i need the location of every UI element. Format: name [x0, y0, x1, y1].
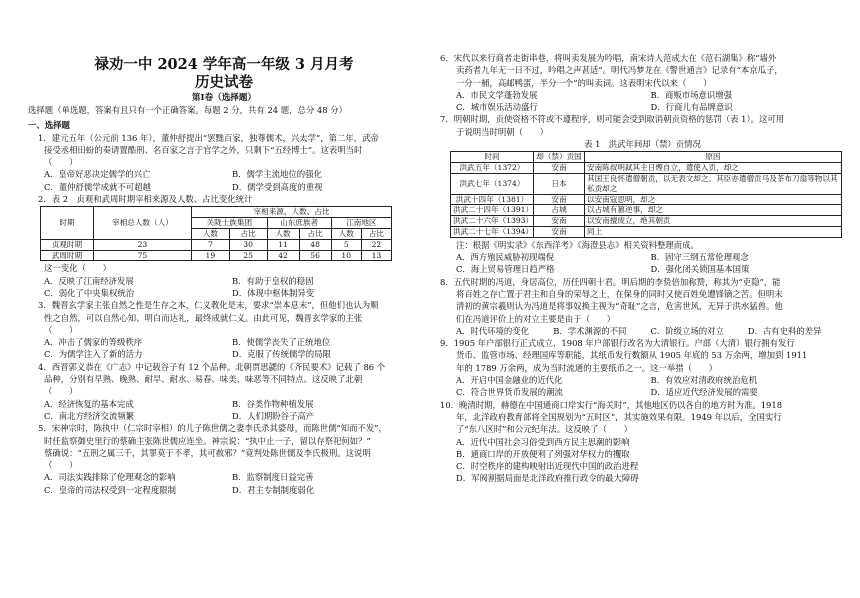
option-b[interactable]: B．使儒学丧失了正统地位 — [232, 337, 331, 348]
option-b[interactable]: B．儒学主流地位的强化 — [232, 169, 322, 180]
table-cell: 洪武二十七年（1394） — [451, 226, 534, 237]
question-10 — [440, 399, 845, 485]
question-stem: 5．宋神宗时，陈执中（仁宗时宰相）的儿子陈世儒之妻李氏杀其婆母，而陈世儒“知而不发”， — [38, 423, 387, 434]
option-d[interactable]: D．军阀割据局面是北洋政府推行政令的最大障碍 — [456, 473, 639, 484]
option-c[interactable]: C．皇帝的司法权受到一定程度限制 — [44, 484, 177, 495]
table-row — [41, 250, 392, 261]
question-prompt: 这一变化（ ） — [44, 263, 111, 274]
table-cell: 洪武七年（1374） — [451, 173, 534, 194]
table-cell: 洪武十四年（1381） — [451, 194, 534, 205]
table-cell: 日本 — [534, 173, 585, 194]
question-stem: 年的 1789 万余两，成为当时流通的主要纸币之一。这一举措（ ） — [456, 362, 718, 373]
option-d[interactable]: D．体现中枢体制异变 — [232, 287, 315, 298]
table-header-region: 江南地区 — [331, 218, 391, 229]
question-stem: （ ） — [44, 386, 78, 397]
table-note: 注：根据《明实录》《东西洋考》《海澄县志》相关资料整理而成。 — [456, 239, 699, 250]
table-cell: 安南 — [534, 226, 585, 237]
question-stem: 将百姓之存亡置于君主和自身的荣辱之上，在保身的同时又使百姓免遭锋镝之苦。但明末 — [456, 288, 783, 299]
question-stem: 年，北洋政府教育部将全国规划为“五时区”，其实施效果有限。1949 年以后，全国实行 — [456, 411, 782, 422]
table-header: 原因 — [585, 152, 842, 163]
question-8 — [440, 276, 845, 337]
table-cell: 安南 — [534, 194, 585, 205]
exam-subtitle: 历史试卷 — [195, 74, 253, 91]
question-stem: 9．1905 年户部银行正式成立，1908 年户部银行改名为大清银行。户部（大清）银行拥有发行 — [440, 338, 795, 349]
table-cell: 安南 — [534, 216, 585, 227]
table-header-total: 宰相总人数（人） — [93, 207, 191, 239]
table-subheader: 占比 — [361, 228, 391, 239]
question-stem: 4．西晋郭义恭在《广志》中记载谷子有 12 个品种。北朝贾思勰的《齐民要术》记载了 86 个 — [38, 361, 386, 372]
table-row — [451, 173, 842, 194]
question-stem: （ ） — [44, 324, 78, 335]
question-stem: 货币、监管市场、经理国库等职能，其纸币发行数额从 1905 年底的 53 万余两，增加到 1911 — [456, 350, 808, 361]
option-a[interactable]: A．司法实践排除了伦理观念的影响 — [44, 472, 176, 483]
exam-title: 禄劝一中 2024 学年高一年级 3 月月考 — [94, 56, 354, 73]
option-c[interactable]: C．董仲舒儒学成就不可超越 — [44, 181, 151, 192]
options — [440, 374, 845, 399]
question-stem: 10．晚清时期，赫德在中国通商口岸实行“海关时”，其他地区仍以各自的地方时为准。1918 — [440, 399, 783, 410]
table-row — [41, 239, 392, 250]
question-stem: （ ） — [44, 157, 78, 168]
table-cell: 其国王良怀遣僧朝贡，以无表文却之。其臣亦遣僧贡马及茶布刀扇等物以其私贡却之 — [585, 173, 842, 194]
table-caption: 表 1 洪武年间却（禁）贡情况 — [584, 139, 701, 150]
options — [28, 398, 420, 423]
option-b[interactable]: B．学术渊源的不同 — [553, 325, 627, 336]
table-cell: 占城 — [534, 205, 585, 216]
option-b[interactable]: B．固守三纲五常伦理观念 — [650, 252, 749, 263]
option-c[interactable]: C．南北方经济交流频繁 — [44, 410, 135, 421]
question-stem: 3．魏晋玄学家主张自然之性是生存之本，仁义教化是末，要求“崇本息末”，但他们也认为顺 — [38, 300, 379, 311]
question-stem: 2．表 2 贞观和武周时期宰相来源及人数、占比变化统计 — [38, 194, 253, 205]
table-subheader: 人数 — [192, 228, 230, 239]
question-stem: 1．建元五年（公元前 136 年），董仲舒提出“罢黜百家，独尊儒术，兴太学”，第二年，武帝 — [38, 132, 379, 143]
option-d[interactable]: D．克服了传统儒学的局限 — [232, 349, 331, 360]
options — [28, 471, 420, 496]
question-3 — [28, 299, 420, 360]
table-cell: 25 — [229, 250, 267, 261]
question-5 — [28, 422, 420, 496]
question-stem: 了“东八区时”和公元纪年法。这反映了（ ） — [456, 424, 633, 435]
options — [440, 89, 845, 114]
option-a[interactable]: A．西方殖民威胁初现端倪 — [456, 252, 555, 263]
question-stem: 清初的黄宗羲则认为冯道是将事奴换主视为“奇耻”之言，危害世风，无异于洪水猛兽。他 — [456, 301, 783, 312]
option-b[interactable]: B．谷类作物种植发展 — [232, 398, 314, 409]
option-c[interactable]: C．城市娱乐活动盛行 — [456, 102, 538, 113]
table-cell: 以安南寇思明，却之 — [585, 194, 842, 205]
table-header: 时间 — [451, 152, 534, 163]
question-stem: 卖药者九年无一日不过，吟唱之声甚适”。明代冯梦龙在《警世通言》记录有“本京瓜子， — [456, 65, 783, 76]
table-row — [451, 226, 842, 237]
table-header-region: 关陇士族集团 — [192, 218, 268, 229]
question-9 — [440, 337, 845, 398]
options — [28, 336, 420, 361]
option-d[interactable]: D．儒学受到高度的重视 — [232, 181, 323, 192]
option-b[interactable]: B．有效应对清政府统治危机 — [650, 375, 758, 386]
question-stem: 8．五代时期的冯道，身居高位，历任四朝十君。明后期的李贽倍加称赞，称其为“吏隐”，能 — [440, 276, 781, 287]
question-stem: 性之自然，可以自然心知、明白而达礼，最终成就仁义。由此可见，魏晋玄学家的主张 — [44, 312, 363, 323]
option-a[interactable]: A．近代中国社会习俗受到西方民主思潮的影响 — [456, 436, 630, 447]
table-cell: 23 — [93, 239, 191, 250]
option-b[interactable]: B．监察制度日益完善 — [232, 472, 314, 483]
question-stem: 品种，分别有早熟、晚熟、耐旱、耐水、易春、味美、味恶等不同特点。这反映了北朝 — [44, 374, 363, 385]
table-cell: 洪武二十四年（1391） — [451, 205, 534, 216]
options — [440, 325, 845, 337]
table-cell: 安南 — [534, 163, 585, 174]
table-cell: 11 — [267, 239, 299, 250]
left-column — [28, 0, 420, 496]
option-d[interactable]: D．适应近代经济发展的需要 — [650, 387, 758, 398]
table-cell: 以安南擅废立，绝其朝贡 — [585, 216, 842, 227]
option-c[interactable]: C．阶级立场的对立 — [650, 325, 724, 336]
option-c[interactable]: C．为儒学注入了新的活力 — [44, 349, 143, 360]
question-stem: 们在冯道评价上的对立主要是由于（ ） — [456, 313, 616, 324]
question-stem: 蔡确说：“五刑之属三千，其罪莫于不孝，其可赦邪？”竟判处陈世儒及李氏极刑。这说明 — [44, 447, 371, 458]
option-c[interactable]: C．海上贸易管理日趋严格 — [456, 264, 555, 275]
question-7 — [440, 113, 845, 275]
table-cell: 洪武五年（1372） — [451, 163, 534, 174]
question-stem: （ ） — [44, 460, 78, 471]
table-header-period: 时期 — [41, 207, 94, 239]
table-header-group: 宰相来源、人数、占比 — [192, 207, 392, 218]
table-cell: 42 — [267, 250, 299, 261]
option-c[interactable]: C．符合世界货币发展的潮流 — [456, 387, 563, 398]
table-row — [451, 194, 842, 205]
table-cell: 22 — [361, 239, 391, 250]
option-c[interactable]: C．时空秩序的建构映射出近现代中国的政治进程 — [456, 461, 639, 472]
table-cell: 以占城有篡逆事，却之 — [585, 205, 842, 216]
table-cell: 48 — [299, 239, 331, 250]
question-4 — [28, 361, 420, 422]
table-cell: 安南陈叔明弑其主日熞自立，遣使入贡，却之 — [585, 163, 842, 174]
table-cell: 同上 — [585, 226, 842, 237]
option-b[interactable]: B．有助于皇权的稳固 — [232, 275, 314, 286]
option-d[interactable]: D．古有史料的差异 — [747, 325, 822, 336]
table-row — [451, 163, 842, 174]
table-cell: 19 — [192, 250, 230, 261]
table-cell: 5 — [331, 239, 361, 250]
table-header-region: 山东庶族者 — [267, 218, 331, 229]
option-b[interactable]: B．通商口岸的开放便利了列强对华权力的攫取 — [456, 448, 630, 459]
option-a[interactable]: A．反映了江南经济发展 — [44, 275, 134, 286]
options — [440, 251, 845, 276]
table-cell: 75 — [93, 250, 191, 261]
option-a[interactable]: A．经济恢复的基本完成 — [44, 398, 134, 409]
right-column — [440, 52, 845, 485]
table-subheader: 人数 — [267, 228, 299, 239]
option-d[interactable]: D．行商儿有品牌意识 — [650, 102, 733, 113]
table-row — [451, 205, 842, 216]
table-cell: 洪武二十六年（1393） — [451, 216, 534, 227]
table-subheader: 占比 — [229, 228, 267, 239]
option-a[interactable]: A．时代环境的变化 — [456, 325, 530, 336]
table-cell: 56 — [299, 250, 331, 261]
question-stem: 6．宋代以来行商者走街串巷，将叫卖发展为吟唱，南宋诗人范成大在《范石湖集》称“墙外 — [440, 53, 777, 63]
options — [28, 275, 420, 300]
table-row — [451, 216, 842, 227]
option-d[interactable]: D．强化闭关锁国基本国策 — [650, 264, 750, 275]
table-header: 却（禁）贡国 — [534, 152, 585, 163]
table-cell: 武周时期 — [41, 250, 94, 261]
table-cell: 贞观时期 — [41, 239, 94, 250]
table-2 — [40, 206, 392, 261]
option-d[interactable]: D．人们期盼谷子高产 — [232, 410, 315, 421]
instructions: 选择题（单选题，答案有且只有一个正确答案。每题 2 分，共有 24 题，总分 48 分） — [28, 105, 347, 115]
options — [28, 168, 420, 193]
option-a[interactable]: A．冲击了儒家的等级秩序 — [44, 337, 143, 348]
table-cell: 7 — [192, 239, 230, 250]
question-6 — [440, 52, 845, 113]
question-stem: 接受丞相田蚡的奏请置酷刑、名百家之言于官学之外，只剩下“五经博士”。这表明当时 — [44, 144, 363, 155]
table-1 — [450, 151, 842, 237]
part-heading: 第Ⅰ卷（选择题） — [191, 93, 257, 103]
table-cell: 10 — [331, 250, 361, 261]
table-subheader: 人数 — [331, 228, 361, 239]
option-c[interactable]: C．弱化了中央集权统治 — [44, 287, 135, 298]
table-subheader: 占比 — [299, 228, 331, 239]
table-cell: 13 — [361, 250, 391, 261]
option-d[interactable]: D．君主专制制度弱化 — [232, 484, 315, 495]
option-b[interactable]: B．商贩市场意识增强 — [650, 89, 733, 100]
question-1 — [28, 132, 420, 193]
table-cell: 30 — [229, 239, 267, 250]
option-a[interactable]: A．皇帝好恶决定儒学的兴亡 — [44, 169, 151, 180]
question-stem: 7．明朝时期，贡使资格不符或不遵程序，则可能会受到取消朝贡资格的惩罚（表 1）。这可用 — [440, 114, 785, 125]
question-2 — [28, 193, 420, 299]
option-a[interactable]: A．市民文学蓬勃发展 — [456, 89, 538, 100]
section-heading: 一、选择题 — [28, 120, 70, 131]
question-stem: 一分一桶，高邮鸭蛋，半分一个”的叫卖词。这表明宋代以来（ ） — [456, 77, 712, 88]
option-a[interactable]: A．开启中国金融业的近代化 — [456, 375, 563, 386]
question-stem: 于说明当时明朝（ ） — [456, 126, 549, 137]
question-stem: 时任监察御史里行的蔡确主张陈世儒应连坐。神宗说：“执中止一子，留以存祭祀何如？” — [44, 435, 371, 446]
